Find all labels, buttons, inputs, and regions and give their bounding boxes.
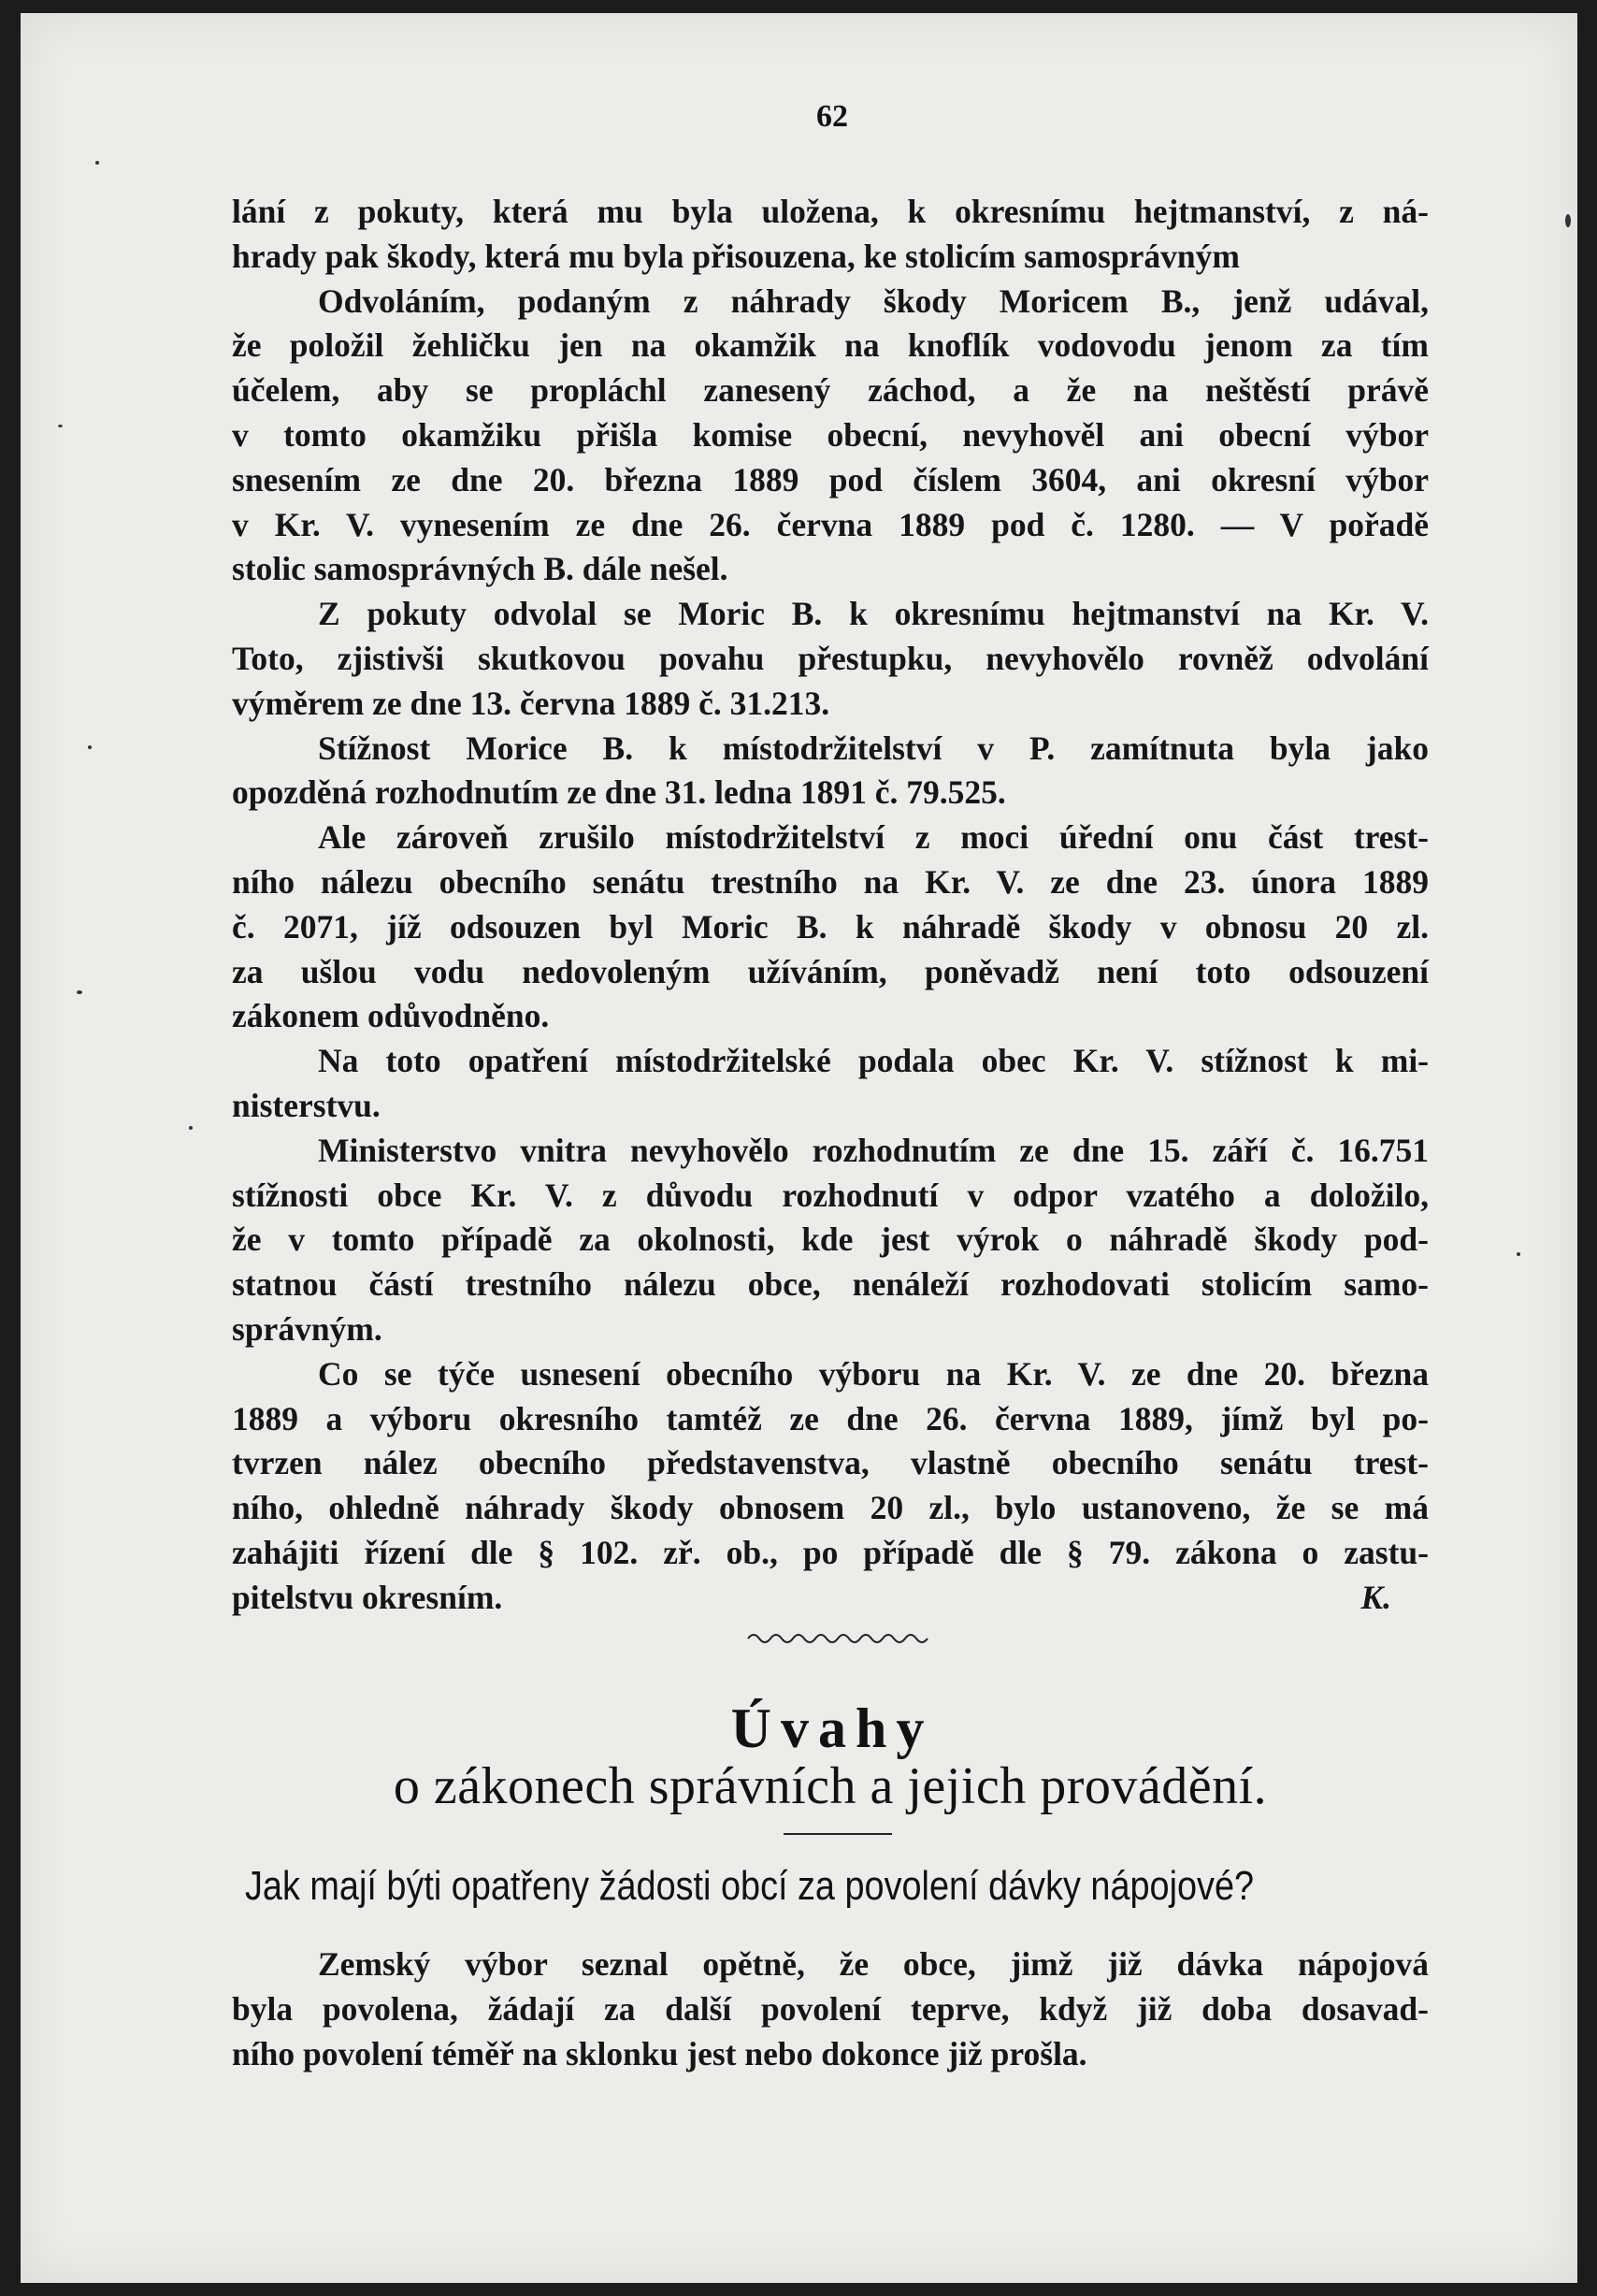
text-line: v tomto okamžiku přišla komise obecní, nevyhověl ani obecní výbor	[232, 415, 1429, 454]
heading-rule	[784, 1833, 892, 1835]
section-heading: Úvahy	[730, 1697, 934, 1759]
text-line: ního nálezu obecního senátu trestního na Kr. V. ze dne 23. února 1889	[232, 862, 1429, 901]
text-line: statnou částí trestního nálezu obce, nenáleží rozhodovati stolicím samo-	[232, 1265, 1429, 1304]
text-line	[232, 1576, 1429, 1621]
text-line: snesením ze dne 20. března 1889 pod číslem 3604, ani okresní výbor	[232, 460, 1429, 498]
text-line: stížnosti obce Kr. V. z důvodu rozhodnutí v odpor vzatého a doložilo,	[232, 1176, 1429, 1214]
text-line: Ale zároveň zrušilo místodržitelství z moci úřední onu část trest-	[318, 818, 1429, 857]
text-line: že položil žehličku jen na okamžik na knoflík vodovodu jenom za tím	[232, 326, 1429, 365]
article-body	[232, 190, 1429, 1621]
text-line: zahájiti řízení dle § 102. zř. ob., po případě dle § 79. zákona o zastu-	[232, 1533, 1429, 1571]
text-line: nisterstvu.	[232, 1086, 381, 1124]
text-line: hrady pak škody, která mu byla přisouzena, ke stolicím samosprávným	[232, 237, 1240, 275]
text-line: Na toto opatření místodržitelské podala obec Kr. V. stížnost k mi-	[318, 1042, 1429, 1080]
article-question-heading: Jak mají býti opatřeny žádosti obcí za povolení dávky nápojové?	[245, 1863, 1255, 1909]
text-line: zákonem odůvodněno.	[232, 997, 550, 1035]
ornament-divider	[746, 1627, 929, 1650]
text-line: v Kr. V. vynesením ze dne 26. června 1889 pod č. 1280. — V pořadě	[232, 505, 1429, 543]
text-line-content: pitelstvu okresním.	[232, 1578, 503, 1616]
text-line: správným.	[232, 1309, 382, 1348]
text-line: za ušlou vodu nedovoleným užíváním, poněvadž není toto odsouzení	[232, 952, 1429, 990]
text-line: Toto, zjistivši skutkovou povahu přestupku, nevyhovělo rovněž odvolání	[232, 639, 1429, 677]
text-line: opozděná rozhodnutím ze dne 31. ledna 1891 č. 79.525.	[232, 773, 1006, 812]
text-line: tvrzen nález obecního představenstva, vlastně obecního senátu trest-	[232, 1444, 1429, 1482]
text-line: Co se týče usnesení obecního výboru na Kr. V. ze dne 20. března	[318, 1354, 1429, 1393]
closing-paragraph	[232, 1942, 1429, 2076]
text-line: 1889 a výboru okresního tamtéž ze dne 26. června 1889, jímž byl po-	[232, 1399, 1429, 1437]
text-line: výměrem ze dne 13. června 1889 č. 31.213.	[232, 684, 830, 722]
text-line: Odvoláním, podaným z náhrady škody Moricem B., jenž udával,	[318, 282, 1429, 320]
text-line: byla povolena, žádají za další povolení teprve, když již doba dosavad-	[232, 1989, 1429, 2028]
text-line: Stížnost Morice B. k místodržitelství v P. zamítnuta byla jako	[318, 729, 1429, 767]
text-line: lání z pokuty, která mu byla uložena, k okresnímu hejtmanství, z ná-	[232, 193, 1429, 230]
section-subtitle: o zákonech správních a jejich provádění.	[393, 1757, 1268, 1815]
author-signature: K.	[1360, 1578, 1391, 1616]
text-line: Ministerstvo vnitra nevyhovělo rozhodnutím ze dne 15. září č. 16.751	[318, 1131, 1429, 1169]
text-line: účelem, aby se propláchl zanesený záchod, a že na neštěstí právě	[232, 371, 1429, 410]
page-number: 62	[816, 99, 848, 134]
text-line: ního, ohledně náhrady škody obnosem 20 zl., bylo ustanoveno, že se má	[232, 1489, 1429, 1527]
text-line: Zemský výbor seznal opětně, že obce, jimž již dávka nápojová	[318, 1945, 1429, 1983]
text-line: že v tomto případě za okolnosti, kde jest výrok o náhradě škody pod-	[232, 1220, 1429, 1259]
text-line: ního povolení téměř na sklonku jest nebo dokonce již prošla.	[232, 2034, 1087, 2072]
text-line: č. 2071, jíž odsouzen byl Moric B. k náhradě škody v obnosu 20 zl.	[232, 907, 1429, 946]
text-line: stolic samosprávných B. dále nešel.	[232, 550, 728, 588]
text-line: Z pokuty odvolal se Moric B. k okresnímu hejtmanství na Kr. V.	[318, 595, 1429, 633]
